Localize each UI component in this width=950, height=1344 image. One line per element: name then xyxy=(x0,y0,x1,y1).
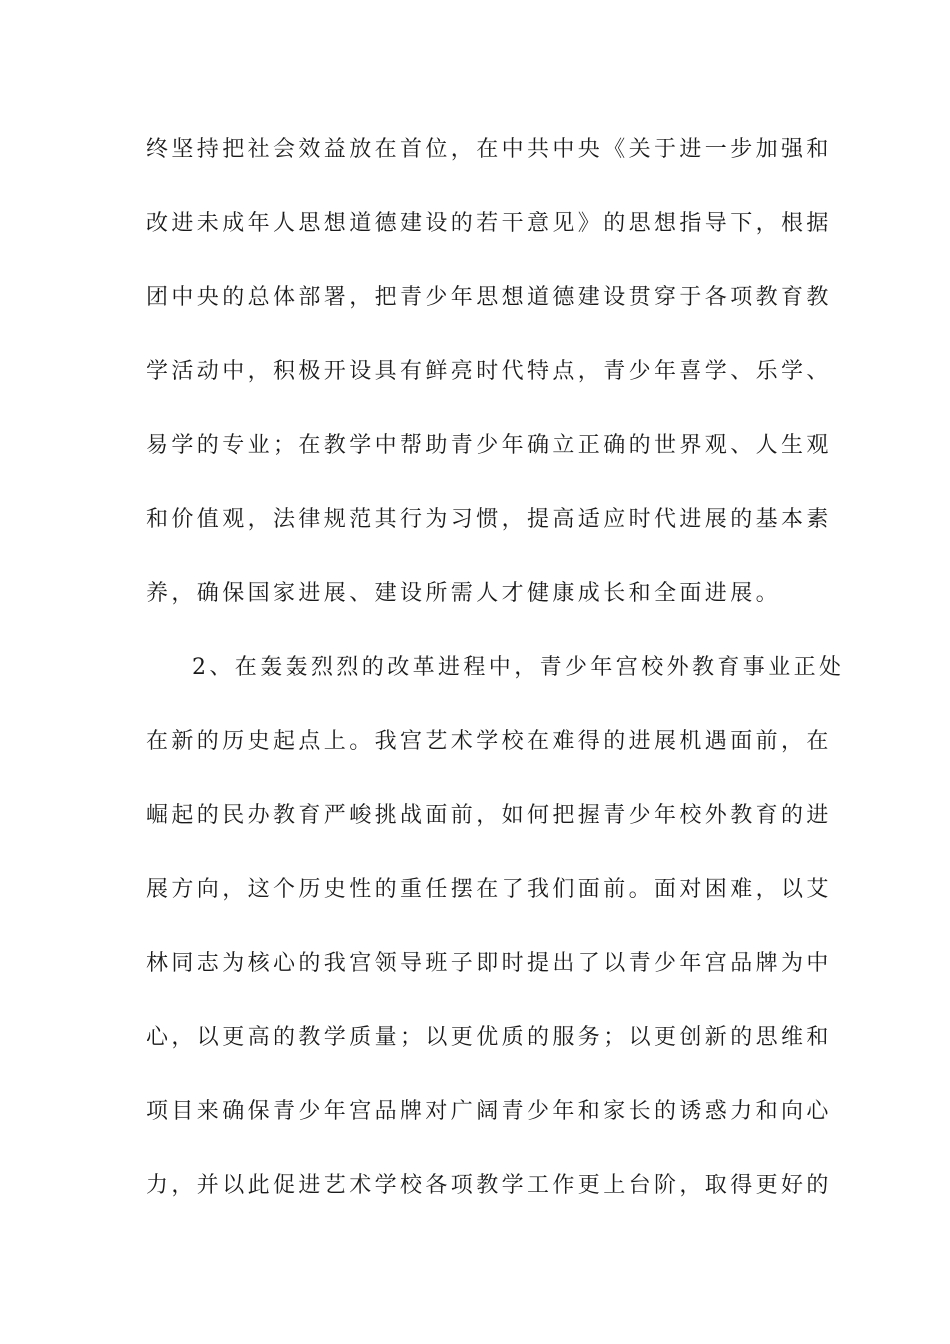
text-line: 项目来确保青少年宫品牌对广阔青少年和家长的诱惑力和向心 xyxy=(146,1099,832,1124)
paragraph-start-line: 2、在轰轰烈烈的改革进程中，青少年宫校外教育事业正处 xyxy=(192,655,845,680)
text-line: 崛起的民办教育严峻挑战面前，如何把握青少年校外教育的进 xyxy=(146,803,832,828)
text-line: 在新的历史起点上。我宫艺术学校在难得的进展机遇面前，在 xyxy=(146,729,832,754)
text-line: 和价值观，法律规范其行为习惯，提高适应时代进展的基本素 xyxy=(146,507,832,532)
text-line: 学活动中，积极开设具有鲜亮时代特点，青少年喜学、乐学、 xyxy=(146,359,832,384)
text-line: 养，确保国家进展、建设所需人才健康成长和全面进展。 xyxy=(146,581,782,606)
text-line: 团中央的总体部署，把青少年思想道德建设贯穿于各项教育教 xyxy=(146,285,832,310)
text-line: 力，并以此促进艺术学校各项教学工作更上台阶，取得更好的 xyxy=(146,1173,832,1198)
text-line: 林同志为核心的我宫领导班子即时提出了以青少年宫品牌为中 xyxy=(146,951,832,976)
text-line: 心，以更高的教学质量；以更优质的服务；以更创新的思维和 xyxy=(146,1025,832,1050)
text-line: 易学的专业；在教学中帮助青少年确立正确的世界观、人生观 xyxy=(146,433,832,458)
text-line: 终坚持把社会效益放在首位，在中共中央《关于进一步加强和 xyxy=(146,137,832,162)
text-line: 展方向，这个历史性的重任摆在了我们面前。面对困难，以艾 xyxy=(146,877,832,902)
text-line: 改进未成年人思想道德建设的若干意见》的思想指导下，根据 xyxy=(146,211,832,236)
